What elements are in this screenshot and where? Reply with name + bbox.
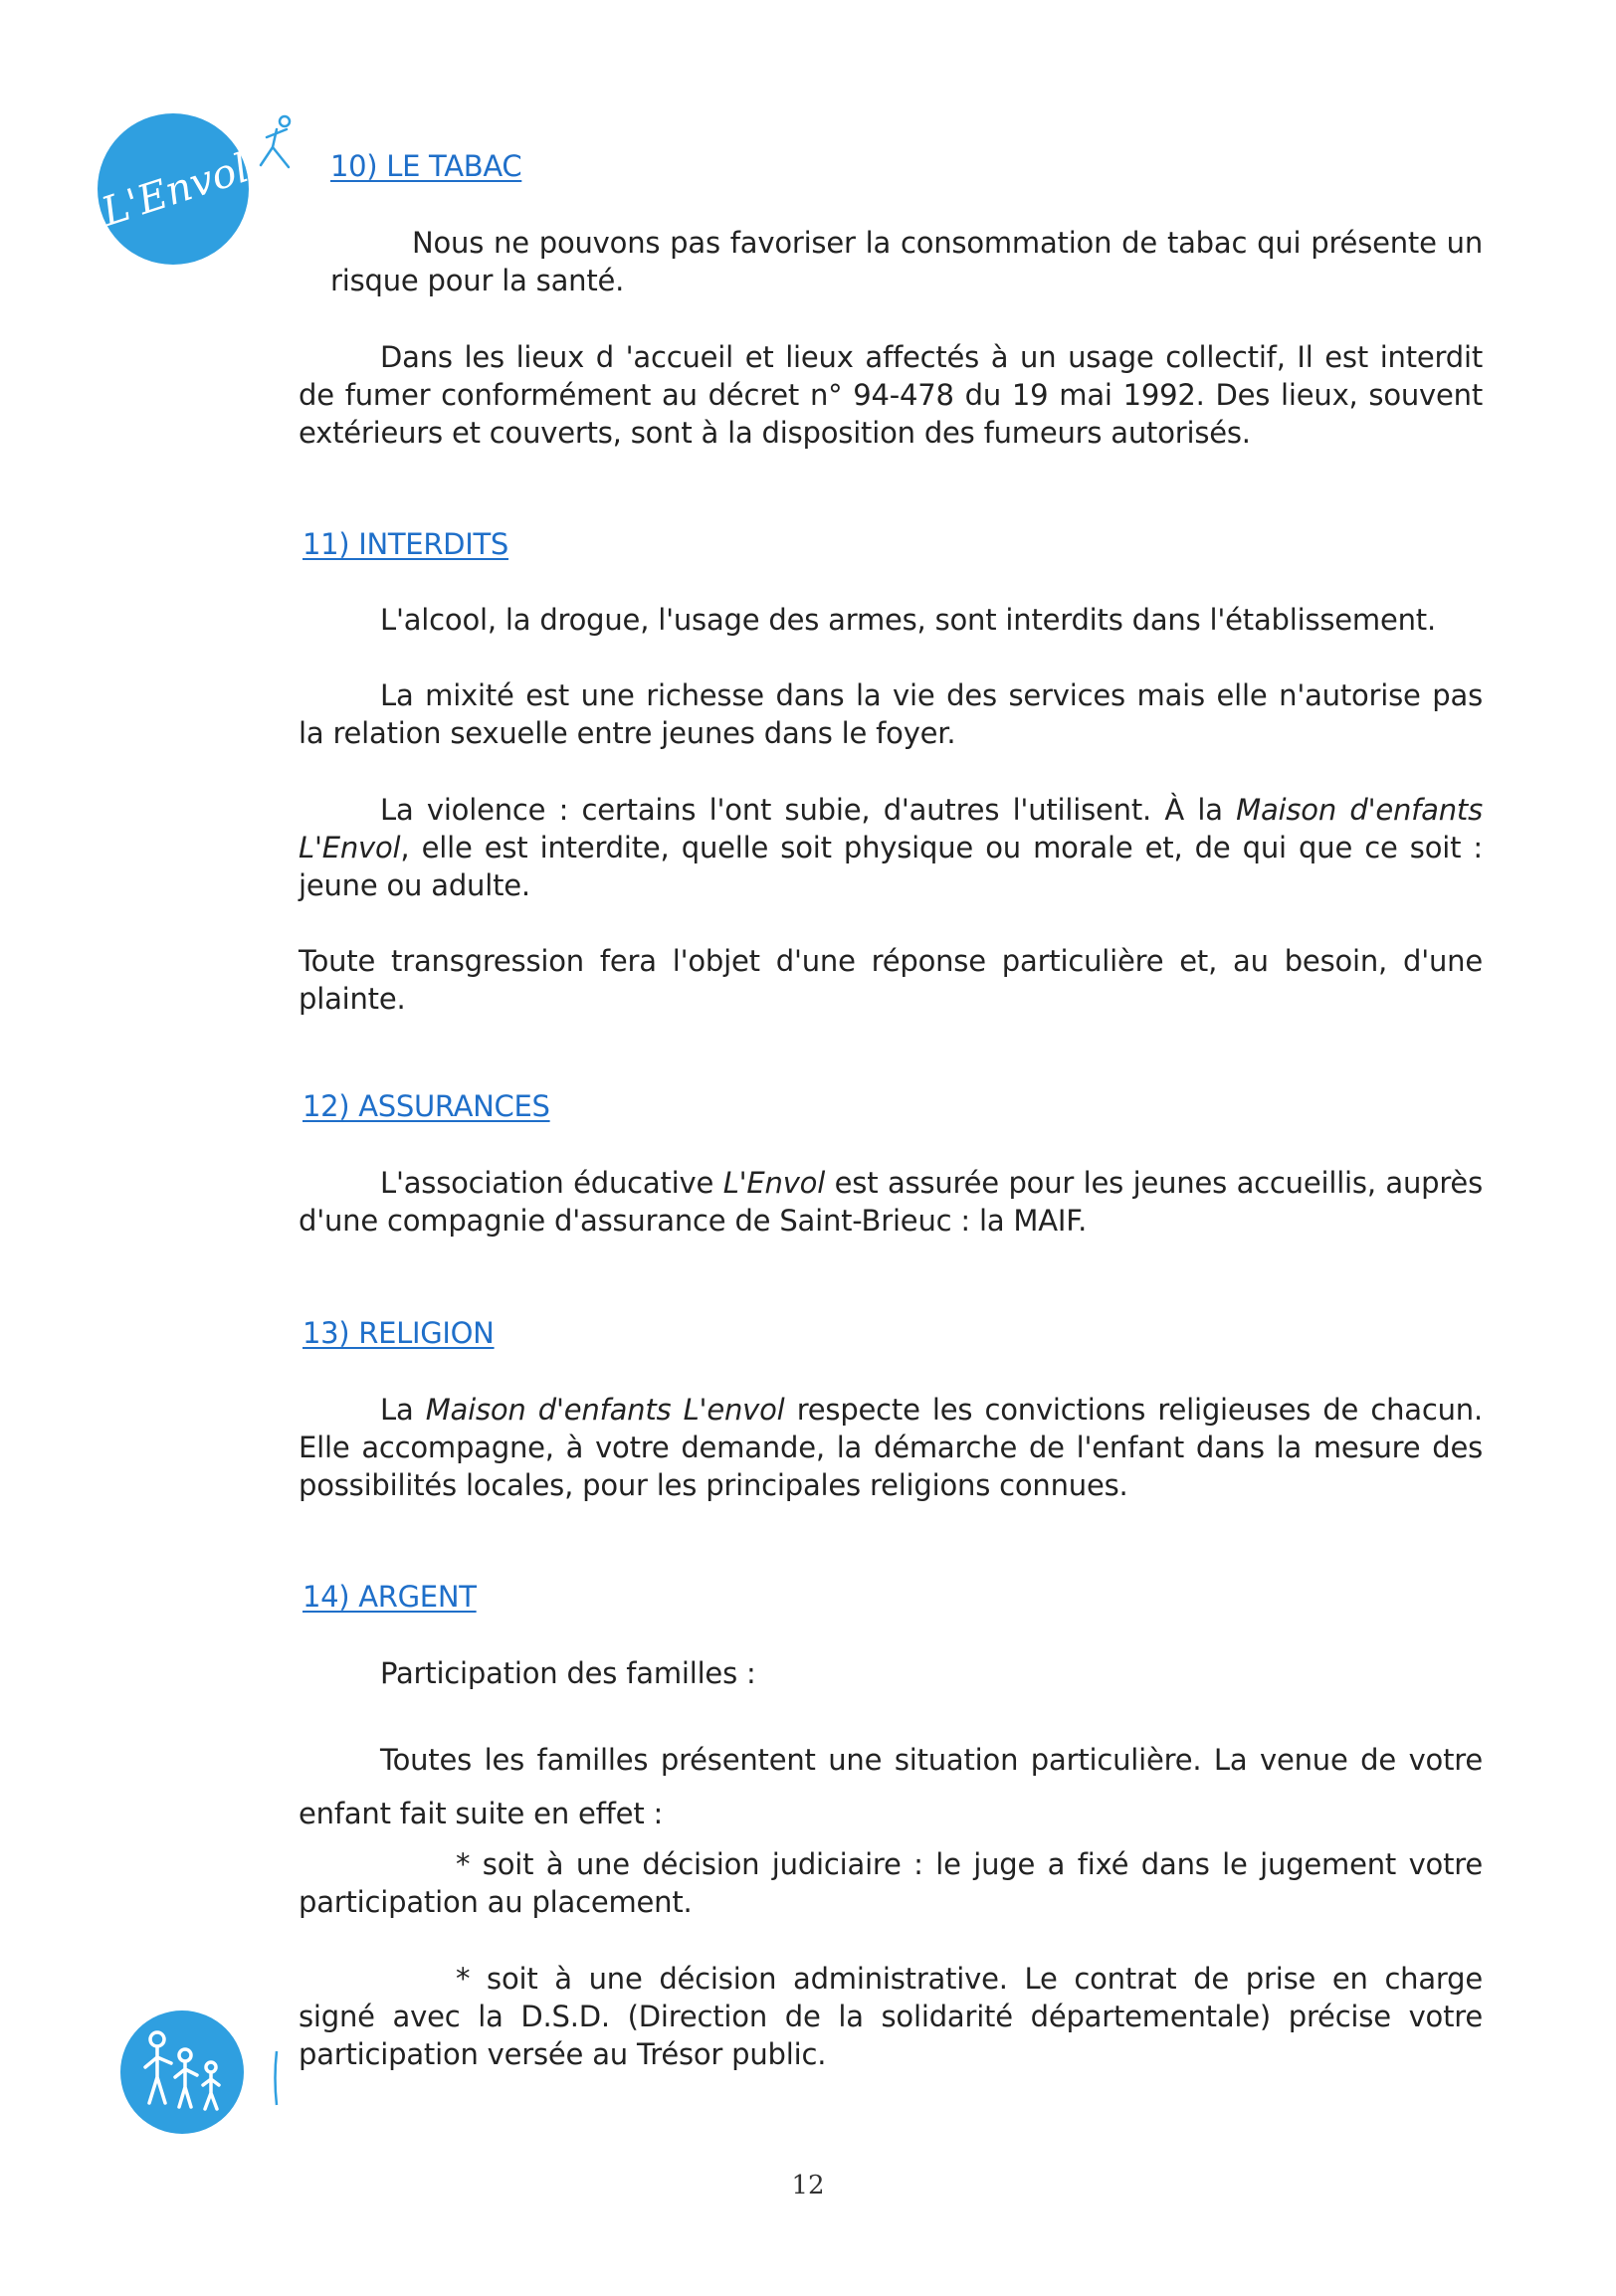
jumping-figure-icon (261, 116, 290, 167)
paragraph: L'alcool, la drogue, l'usage des armes, sont interdits dans l'établissement. (380, 603, 1436, 637)
paragraph: Toute transgression fera l'objet d'une réponse particulière et, au besoin, d'une plainte. (299, 944, 1483, 1016)
family-logo (117, 2008, 247, 2137)
section-heading-religion: 13) RELIGION (303, 1316, 495, 1350)
margin-mark (273, 2049, 279, 2107)
paragraph: Toutes les familles présentent une situation particulière. La venue de votre enfant fait suite en effet : (299, 1743, 1483, 1830)
paragraph: L'association éducative L'Envol est assurée pour les jeunes accueillis, auprès d'une compagnie d'assurance de Saint-Brieuc : la MAIF. (299, 1166, 1483, 1238)
paragraph: * soit à une décision judiciaire : le juge a fixé dans le jugement votre participation au placement. (299, 1847, 1483, 1919)
paragraph: Nous ne pouvons pas favoriser la consommation de tabac qui présente un risque pour la santé. (330, 226, 1483, 297)
paragraph: La mixité est une richesse dans la vie des services mais elle n'autorise pas la relation sexuelle entre jeunes dans le foyer. (299, 678, 1483, 750)
section-heading-assurances: 12) ASSURANCES (303, 1089, 550, 1123)
section-heading-argent: 14) ARGENT (303, 1580, 477, 1614)
paragraph: * soit à une décision administrative. Le contrat de prise en charge signé avec la D.S.D. (Direction de la solidarité départementale) précise votre participation versée au Trésor public. (299, 1962, 1483, 2071)
paragraph: La violence : certains l'ont subie, d'autres l'utilisent. À la Maison d'enfants L'Envol, elle est interdite, quelle soit physique ou morale et, de qui que ce soit : jeune ou adulte. (299, 793, 1484, 902)
logo-text: L'Envol (96, 145, 255, 236)
paragraph: Dans les lieux d 'accueil et lieux affectés à un usage collectif, Il est interdit de fumer conformément au décret n° 94-478 du 19 mai 1992. Des lieux, souvent extérieurs et couverts, sont à la disposition des fumeurs autorisés. (299, 340, 1483, 450)
envol-logo (92, 107, 320, 267)
paragraph: La Maison d'enfants L'envol respecte les convictions religieuses de chacun. Elle accompagne, à votre demande, la démarche de l'enfant dans la mesure des possibilités locales, pour les principales religions connues. (299, 1393, 1483, 1502)
section-heading-tabac: 10) LE TABAC (330, 149, 522, 183)
paragraph: Participation des familles : (380, 1656, 756, 1690)
page-number: 12 (791, 2171, 825, 2200)
section-heading-interdits: 11) INTERDITS (303, 527, 508, 561)
